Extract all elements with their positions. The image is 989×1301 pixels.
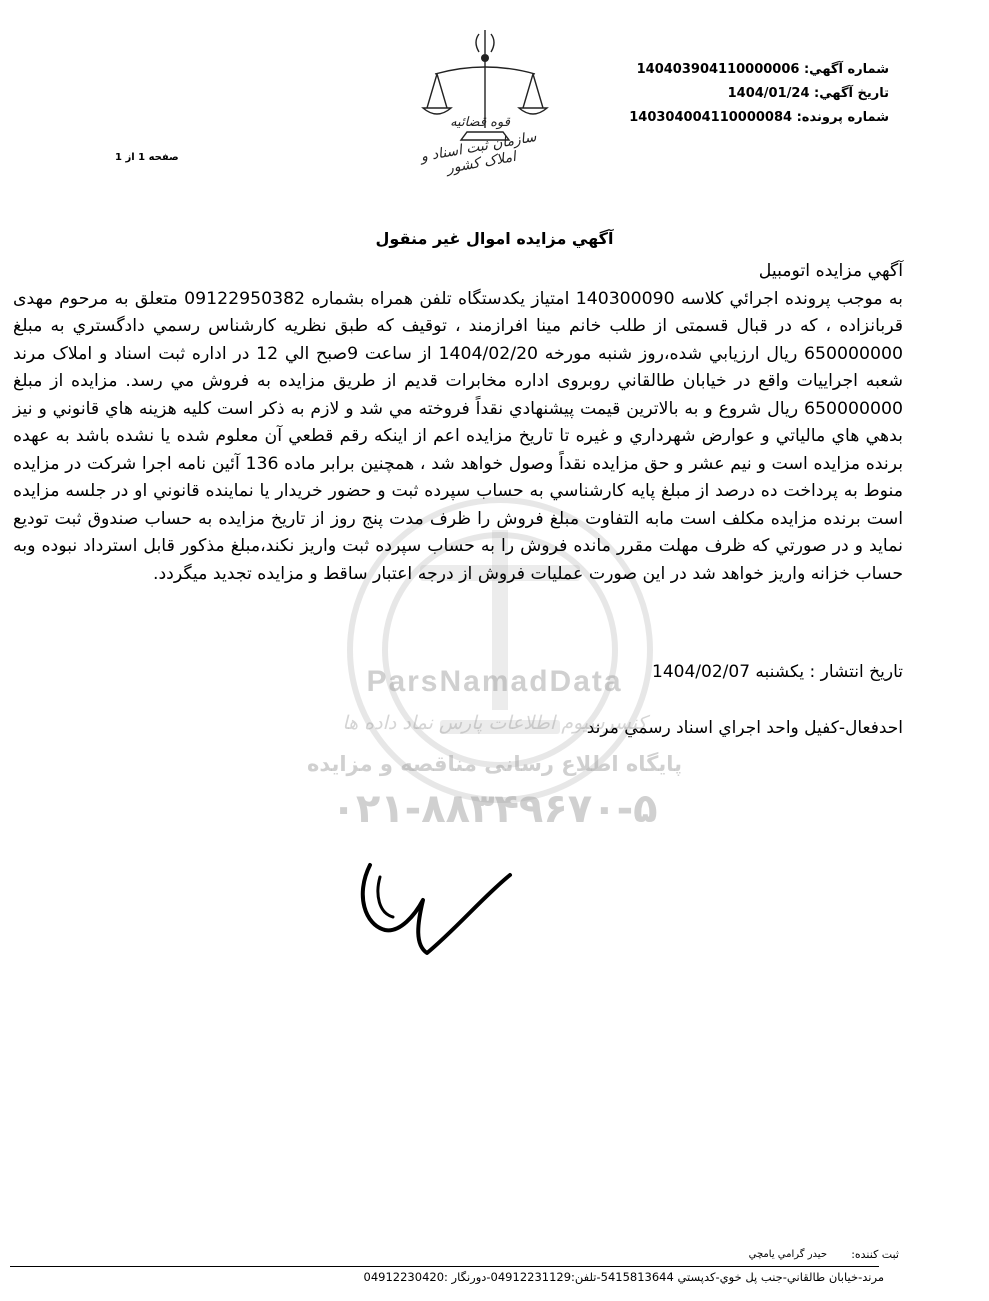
- watermark-line-1: کنسرسیوم اطلاعات پارس نماد داده ها: [342, 712, 647, 734]
- notice-date: 1404/01/24: [727, 86, 810, 101]
- registrar-name: حيدر گرامي يامچي: [748, 1249, 827, 1260]
- publication-date-row: [652, 662, 903, 682]
- watermark-brand: ParsNamadData: [366, 665, 623, 698]
- organization-name: [405, 115, 555, 177]
- file-number: 140304004110000084: [629, 110, 793, 125]
- notice-number: 140403904110000006: [636, 62, 800, 77]
- notice-subtitle: آگهي مزايده اتومبيل: [758, 261, 903, 281]
- signer-title: احدفعال-كفيل واحد اجراي اسناد رسمي مرند: [586, 718, 903, 738]
- organization-line-1: قوه قضائیه: [450, 115, 510, 130]
- file-number-label: شماره پرونده:: [796, 110, 889, 125]
- notice-body: [13, 258, 903, 588]
- footer-divider: [10, 1266, 879, 1267]
- notice-date-row: [559, 82, 889, 106]
- watermark-phone: ۰۲۱-۸۸۳۴۹۶۷۰-۵: [331, 786, 658, 832]
- organization-line-2: سازمان ثبت اسناد و املاک کشور: [419, 129, 538, 177]
- office-address: مرند-خيابان طالقاني-جنب پل خوي-كدپستي 5415813644-تلفن:04912231129-دورنگار :04912230420: [363, 1270, 884, 1284]
- signature-mark: [345, 855, 525, 965]
- publication-label: تاريخ انتشار : يكشنبه: [755, 662, 903, 682]
- publication-date: 1404/02/07: [652, 662, 751, 682]
- watermark-line-2: پایگاه اطلاع رسانی مناقصه و مزایده: [306, 752, 683, 776]
- notice-meta: [559, 58, 889, 130]
- notice-paragraph: به موجب پرونده اجرائي كلاسه 140300090 امتياز يكدستگاه تلفن همراه بشماره 09122950382 متعلق به مرحوم مهدی قربانزاده ، كه در قبال قسمتی از طلب خانم مينا افرازمند ، توقيف كه طبق نظريه كارشناس رسمي دادگستري به مبلغ 650000000 ريال ارزيابي شده،روز شنبه مورخه 1404/02/20 از ساعت 9صبح الي 12 در اداره ثبت اسناد و املاک مرند شعبه اجراييات واقع در خيابان طالقاني روبروی اداره مخابرات قديم از طريق مزايده به فروش مي رسد. مزايده از مبلغ 650000000 ريال شروع و به بالاترين قيمت پيشنهادي نقداً فروخته مي شد و لازم به ذکر است كليه هزينه هاي قانوني و نيز بدهي هاي مالياتي و عوارض شهرداري و غيره تا تاريخ مزايده اعم از اينكه رقم قطعي آن معلوم شده يا نشده باشد به عهده برنده مزايده است و نيم عشر و حق مزايده نقداً وصول خواهد شد ، همچنين برابر ماده 136 آئين نامه اجرا شركت در مزايده منوط به پرداخت ده درصد از مبلغ پايه كارشناسي به حساب سپرده ثبت و حضور خريدار يا نماينده قانوني او در جلسه مزايده است برنده مزايده مكلف است مابه التفاوت مبلغ فروش را ظرف مدت پنج روز از تاريخ مزايده به حساب صندوق ثبت توديع نمايد و در صورتي كه ظرف مهلت مقرر مانده فروش را به حساب سپرده ثبت واريز نكند،مبلغ مذكور قابل استرداد نبوده وبه حساب خزانه واريز خواهد شد در اين صورت عمليات فروش از درجه اعتبار ساقط و مزايده تجديد ميگردد.: [13, 288, 904, 584]
- notice-number-row: [559, 58, 889, 82]
- page-number: صفحه 1 از 1: [115, 152, 179, 163]
- file-number-row: [559, 106, 889, 130]
- notice-date-label: تاريخ آگهي:: [814, 86, 889, 101]
- registrar-label: ثبت كننده:: [851, 1248, 899, 1261]
- document-title: آگهي مزايده اموال غير منقول: [375, 229, 614, 248]
- notice-number-label: شماره آگهي:: [803, 62, 889, 77]
